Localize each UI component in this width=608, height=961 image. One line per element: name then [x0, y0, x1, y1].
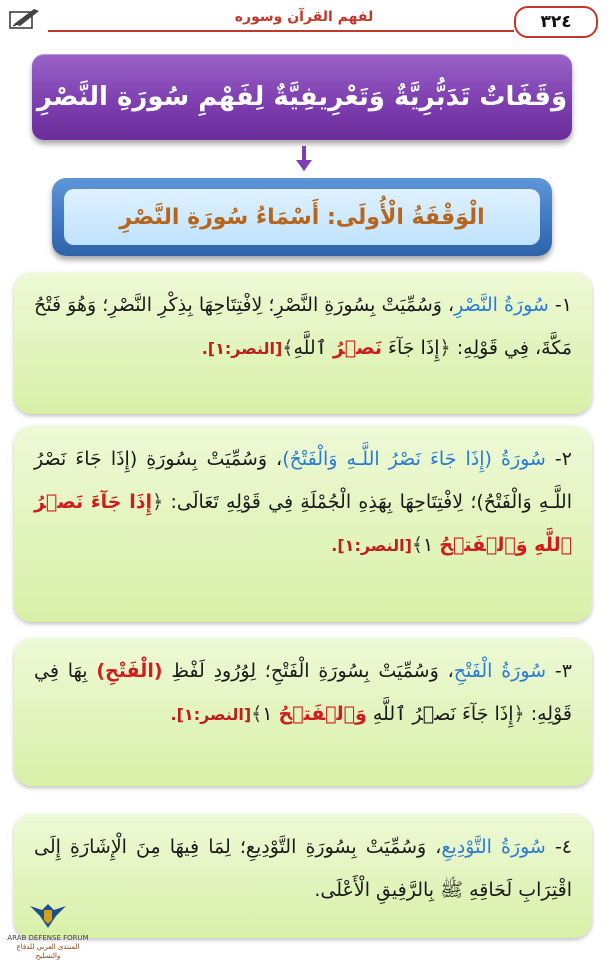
- item-text: ، وَسُمِّيَتْ بِسُورَةِ التَّوْدِيعِ؛ لِمَا فِيهَا مِنَ الْإِشَارَةِ إِلَى اقْتِرَابِ لَحَاقِهِ ﷺ بِالرَّفِيقِ الْأَعْلَى.: [34, 836, 572, 901]
- section-title: الْوَقْفَةُ الْأُولَى: أَسْمَاءُ سُورَةِ النَّصْرِ: [64, 189, 540, 245]
- main-title: وَقَفَاتٌ تَدَبُّرِيَّةٌ وَتَعْرِيفِيَّةٌ لِفَهْمِ سُورَةِ النَّصْرِ: [36, 82, 568, 112]
- surah-name: سُورَةُ النَّصْرِ: [454, 294, 549, 316]
- main-title-banner: [32, 54, 572, 140]
- verse-close-bracket: ﴾: [411, 534, 424, 556]
- watermark-line-2: المنتدى العربي للدفاع والتسليح: [16, 943, 80, 960]
- item-number: ٣-: [554, 660, 572, 682]
- verse-highlight: وَٱلۡفَتۡحُ: [278, 703, 367, 725]
- surah-name: سُورَةُ التَّوْدِيعِ: [441, 836, 546, 858]
- word-highlight: (الْفَتْحِ): [96, 660, 163, 682]
- name-card-1: [14, 272, 592, 414]
- item-text-2: بِهَا فِي قَوْلِهِ:: [34, 660, 572, 725]
- verse-highlight: إِذَا جَآءَ نَصۡرُ ٱللَّهِ وَٱلۡفَتۡحُ: [34, 491, 572, 556]
- forum-watermark-logo: [6, 900, 90, 960]
- item-number: ٤-: [554, 836, 573, 858]
- verse-text: إِذَا جَآءَ: [388, 337, 440, 359]
- book-title: لفهم القرآن وسوره: [234, 9, 374, 25]
- header-rule: [48, 30, 514, 32]
- verse-close-bracket: ﴾: [251, 703, 263, 725]
- item-text: ، وَسُمِّيَتْ بِسُورَةِ (إِذَا جَاءَ نَصْرُ اللَّـهِ وَالْفَتْحُ)؛ لِافْتِتَاحِهَا بِهَذِهِ الْجُمْلَةِ فِي قَوْلِهِ تَعَالَى:: [34, 448, 572, 513]
- quill-pen-icon: [8, 6, 42, 32]
- item-number: ١-: [554, 294, 572, 316]
- verse-open-bracket: ﴿: [152, 491, 164, 513]
- item-number: ٢-: [554, 448, 572, 470]
- watermark-line-1: ARAB DEFENSE FORUM: [7, 934, 89, 942]
- down-arrow-icon: [294, 146, 314, 172]
- surah-name: سُورَةُ (إِذَا جَاءَ نَصْرُ اللَّـهِ وَالْفَتْحُ): [282, 448, 546, 470]
- verse-text: إِذَا جَآءَ نَصۡرُ ٱللَّهِ: [372, 703, 514, 725]
- ayah-number-marker: ١: [262, 703, 273, 725]
- verse-highlight: نَصۡرُ: [332, 337, 382, 359]
- name-card-2: [14, 426, 592, 622]
- name-card-4: [14, 814, 592, 938]
- page-header: [0, 0, 608, 46]
- verse-reference: [النصر:١].: [201, 339, 283, 358]
- item-text: ، وَسُمِّيَتْ بِسُورَةِ الْفَتْحِ؛ لِوُرُودِ لَفْظِ: [171, 660, 454, 682]
- ayah-number-marker: ١: [423, 534, 434, 556]
- page-number: ٣٢٤: [514, 6, 598, 38]
- verse-open-bracket: ﴿: [513, 703, 525, 725]
- surah-name: سُورَةُ الْفَتْحِ: [453, 660, 547, 682]
- item-text: ، وَسُمِّيَتْ بِسُورَةِ النَّصْرِ؛ لِافْتِتَاحِهَا بِذِكْرِ النَّصْرِ؛ وَهُوَ فَتْحُ مَكَّةَ، فِي قَوْلِهِ:: [34, 294, 572, 359]
- verse-close-bracket: ﴾: [282, 337, 294, 359]
- verse-reference: [النصر:١].: [170, 705, 252, 724]
- name-card-3: [14, 638, 592, 786]
- verse-open-bracket: ﴿: [439, 337, 451, 359]
- section-banner: [52, 178, 552, 256]
- verse-reference: [النصر:١].: [331, 536, 412, 555]
- verse-text-end: ٱللَّهِ: [293, 337, 327, 359]
- eagle-shield-icon: [28, 900, 68, 930]
